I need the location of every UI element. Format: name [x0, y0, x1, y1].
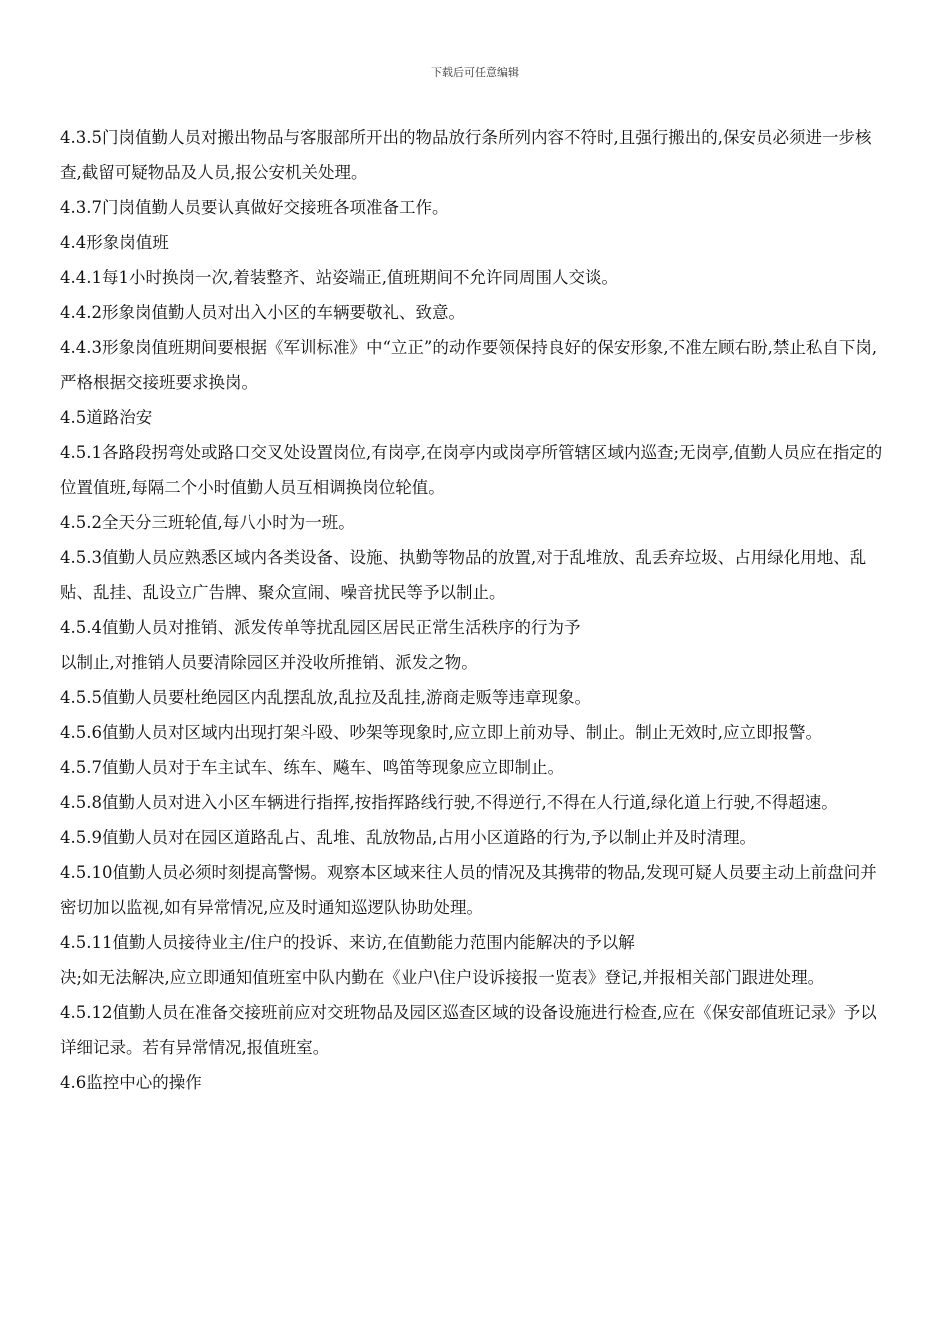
paragraph: 以制止,对推销人员要清除园区并没收所推销、派发之物。 — [60, 653, 478, 672]
paragraph: 4.5.3值勤人员应熟悉区域内各类设备、设施、执勤等物品的放置,对于乱堆放、乱丢弃垃圾、占用绿化用地、乱贴、乱挂、乱设立广告牌、聚众宣闹、噪音扰民等予以制止。 — [60, 548, 867, 602]
paragraph: 4.5.2全天分三班轮值,每八小时为一班。 — [60, 513, 355, 532]
paragraph: 4.4.1每1小时换岗一次,着装整齐、站姿端正,值班期间不允许同周围人交谈。 — [60, 268, 618, 287]
paragraph: 4.5.7值勤人员对于车主试车、练车、飚车、鸣笛等现象应立即制止。 — [60, 758, 564, 777]
paragraph: 4.4.3形象岗值班期间要根据《军训标准》中“立正”的动作要领保持良好的保安形象,不准左顾右盼,禁止私自下岗,严格根据交接班要求换岗。 — [60, 338, 878, 392]
paragraph: 4.5.11值勤人员接待业主/住户的投诉、来访,在值勤能力范围内能解决的予以解 — [60, 933, 635, 952]
section-heading: 4.6监控中心的操作 — [60, 1073, 202, 1092]
paragraph: 4.3.7门岗值勤人员要认真做好交接班各项准备工作。 — [60, 198, 449, 217]
paragraph: 4.5.12值勤人员在准备交接班前应对交班物品及园区巡查区域的设备设施进行检查,应在《保安部值班记录》予以详细记录。若有异常情况,报值班室。 — [60, 1003, 877, 1057]
paragraph: 4.5.4值勤人员对推销、派发传单等扰乱园区居民正常生活秩序的行为予 — [60, 618, 581, 637]
paragraph: 4.5.9值勤人员对在园区道路乱占、乱堆、乱放物品,占用小区道路的行为,予以制止并及时清理。 — [60, 828, 756, 847]
document-body — [60, 120, 890, 1100]
section-heading: 4.5道路治安 — [60, 408, 153, 427]
paragraph: 4.5.6值勤人员对区域内出现打架斗殴、吵架等现象时,应立即上前劝导、制止。制止无效时,应立即报警。 — [60, 723, 822, 742]
paragraph: 4.4.2形象岗值勤人员对出入小区的车辆要敬礼、致意。 — [60, 303, 465, 322]
paragraph: 4.3.5门岗值勤人员对搬出物品与客服部所开出的物品放行条所列内容不符时,且强行搬出的,保安员必须进一步核查,截留可疑物品及人员,报公安机关处理。 — [60, 128, 872, 182]
paragraph: 决;如无法解决,应立即通知值班室中队内勤在《业户\住户设诉接报一览表》登记,并报相关部门跟进处理。 — [60, 968, 825, 987]
page-header: 下载后可任意编辑 — [431, 66, 519, 79]
section-heading: 4.4形象岗值班 — [60, 233, 169, 252]
paragraph: 4.5.5值勤人员要杜绝园区内乱摆乱放,乱拉及乱挂,游商走贩等违章现象。 — [60, 688, 591, 707]
paragraph: 4.5.8值勤人员对进入小区车辆进行指挥,按指挥路线行驶,不得逆行,不得在人行道,绿化道上行驶,不得超速。 — [60, 793, 838, 812]
paragraph: 4.5.1各路段拐弯处或路口交叉处设置岗位,有岗亭,在岗亭内或岗亭所管辖区域内巡查;无岗亭,值勤人员应在指定的位置值班,每隔二个小时值勤人员互相调换岗位轮值。 — [60, 443, 883, 497]
paragraph: 4.5.10值勤人员必须时刻提高警惕。观察本区域来往人员的情况及其携带的物品,发现可疑人员要主动上前盘问并密切加以监视,如有异常情况,应及时通知巡逻队协助处理。 — [60, 863, 877, 917]
